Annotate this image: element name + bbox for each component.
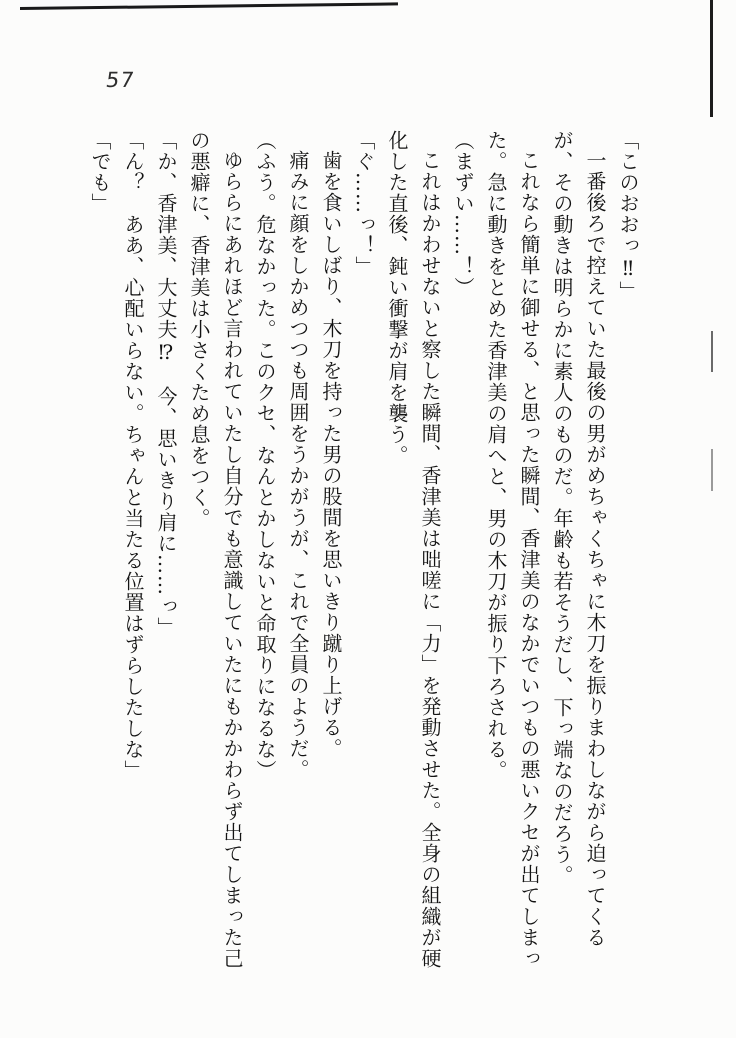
paragraph-dialogue: 「ん？ ああ、心配いらない。ちゃんと当たる位置はずらしたしな」 xyxy=(121,130,145,781)
paragraph-dialogue: 「でも」 xyxy=(88,130,112,214)
text-block xyxy=(83,130,644,970)
paragraph-thought: （まずい……！） xyxy=(451,130,475,298)
paragraph-narration: 一番後ろで控えていた最後の男がめちゃくちゃに木刀を振りまわしながら迫ってくるが、その動きは明らかに素人のものだ。年齢も若そうだし、下っ端なのだろう。 xyxy=(550,130,607,948)
paragraph-narration: これなら簡単に御せる、と思った瞬間、香津美のなかでいつもの悪いクセが出てしまった。急に動きをとめた香津美の肩へと、男の木刀が振り下ろされる。 xyxy=(484,130,541,969)
paragraph-thought: （ふう。危なかった。このクセ、なんとかしないと命取りになるな） xyxy=(253,130,277,781)
paragraph-dialogue: 「このおおっ‼」 xyxy=(616,130,640,302)
paragraph-dialogue: 「か、香津美、大丈夫⁉ 今、思いきり肩に……っ」 xyxy=(154,130,178,638)
paragraph-dialogue: 「ぐ……っ！」 xyxy=(352,130,376,277)
paragraph-narration: 痛みに顔をしかめつつも周囲をうかがうが、これで全員のようだ。 xyxy=(286,150,310,780)
scan-artifact-right-edge xyxy=(711,331,713,372)
scan-artifact-right-edge xyxy=(711,449,713,491)
scan-artifact-right-edge xyxy=(710,0,713,117)
page-number: 57 xyxy=(104,68,137,92)
paragraph-narration: これはかわせないと察した瞬間、香津美は咄嗟に「力」を発動させた。全身の組織が硬化した直後、鈍い衝撃が肩を襲う。 xyxy=(385,130,442,969)
paragraph-narration: 歯を食いしばり、木刀を持った男の股間を思いきり蹴り上げる。 xyxy=(319,150,343,759)
scan-artifact-top-line xyxy=(20,2,398,9)
paragraph-narration: ゆららにあれほど言われていたし自分でも意識していたにもかかわらず出てしまった己の悪癖に、香津美は小さくため息をつく。 xyxy=(187,130,244,969)
